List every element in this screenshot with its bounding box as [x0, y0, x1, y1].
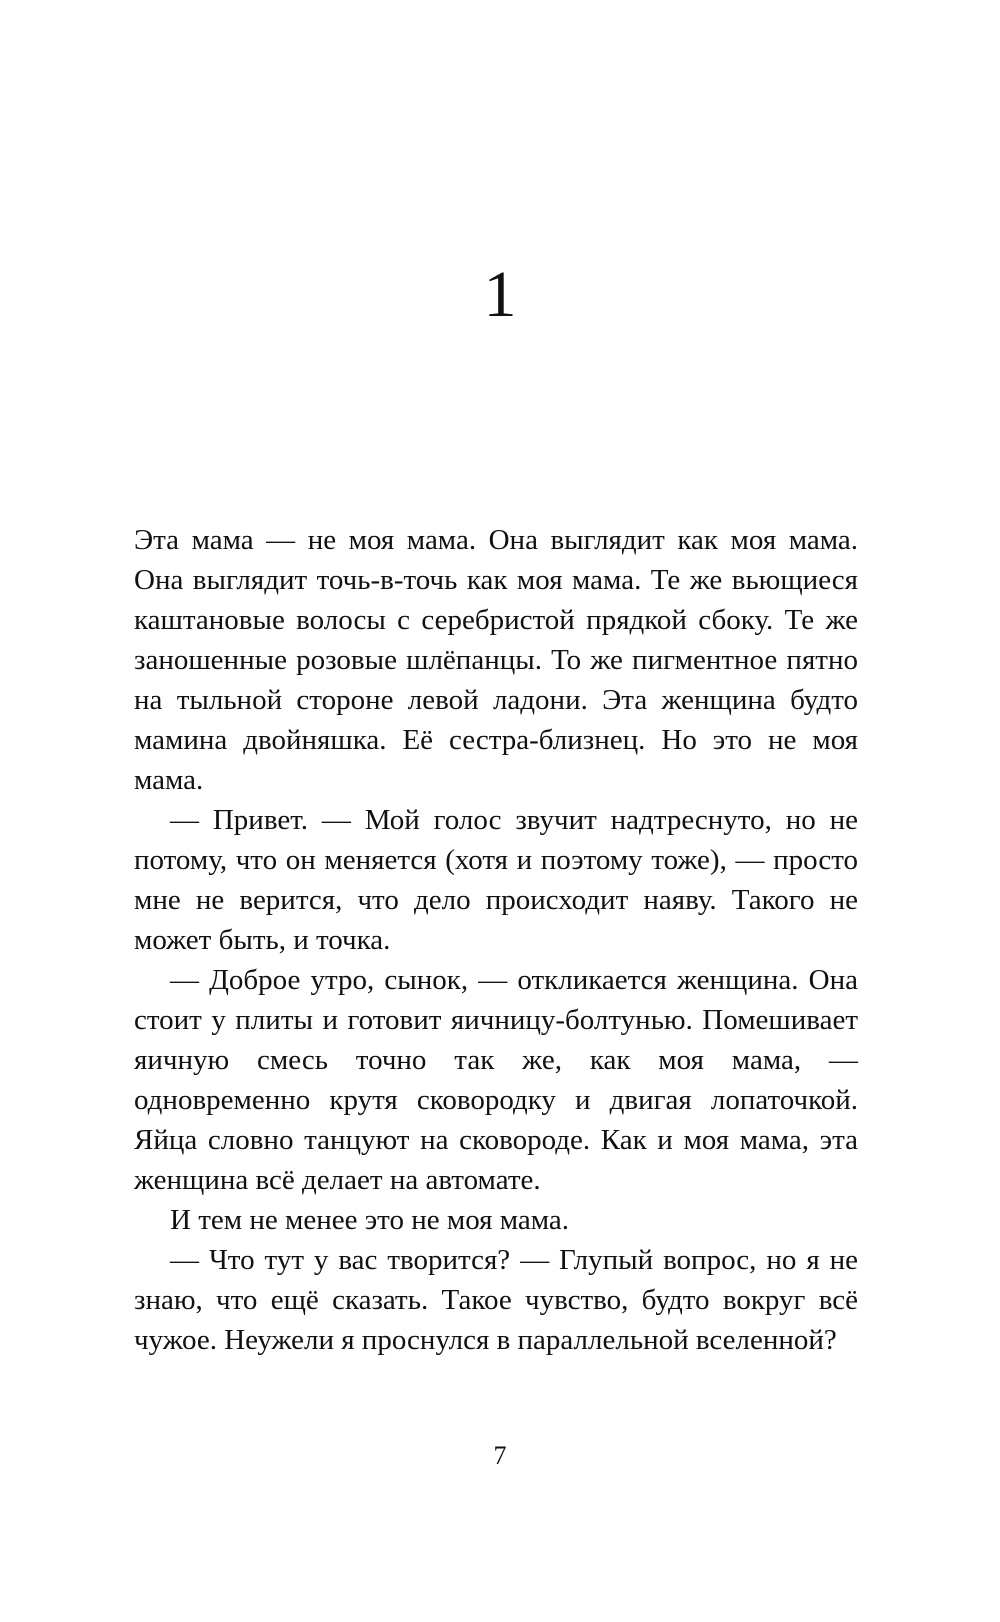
page-number: 7	[493, 1441, 507, 1470]
body-text	[134, 520, 858, 1360]
paragraph: И тем не менее это не моя мама.	[170, 1204, 570, 1236]
chapter-number: 1	[483, 258, 517, 331]
paragraph: — Что тут у вас творится? — Глупый вопрос, но я не знаю, что ещё сказать. Такое чувство, будто вокруг всё чужое. Неужели я проснулся в параллельной вселенной?	[134, 1244, 858, 1356]
paragraph: Эта мама — не моя мама. Она выглядит как моя мама. Она выглядит точь-в-точь как моя мама. Те же вьющиеся каштановые волосы с серебристой прядкой сбоку. Те же заношенные розовые шлёпанцы. То же пигментное пятно на тыльной стороне левой ладони. Эта женщина будто мамина двойняшка. Её сестра-близнец. Но это не моя мама.	[134, 524, 858, 796]
paragraph: — Привет. — Мой голос звучит надтреснуто, но не потому, что он меняется (хотя и поэтому тоже), — просто мне не верится, что дело происходит наяву. Такого не может быть, и точка.	[134, 804, 858, 956]
paragraph: — Доброе утро, сынок, — откликается женщина. Она стоит у плиты и готовит яичницу-болтунью. Помешивает яичную смесь точно так же, как моя мама, — одновременно крутя сковородку и двигая лопаточкой. Яйца словно танцуют на сковороде. Как и моя мама, эта женщина всё делает на автомате.	[134, 964, 858, 1196]
